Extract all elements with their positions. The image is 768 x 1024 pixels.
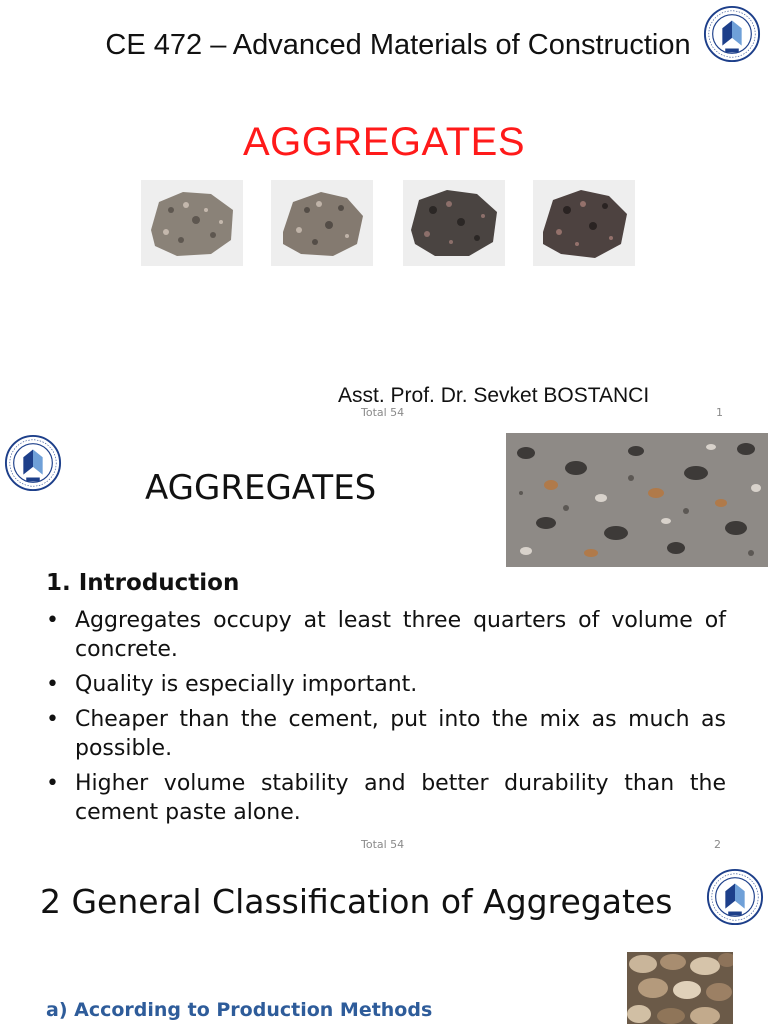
section-heading: 1. Introduction [46, 570, 240, 596]
university-seal-icon [706, 868, 764, 926]
bullet-item: • Aggregates occupy at least three quarters of volume of concrete. [46, 606, 726, 664]
rock-sample-image [403, 180, 505, 266]
rock-sample-image [271, 180, 373, 266]
bullet-item: • Higher volume stability and better durability than the cement paste alone. [46, 769, 726, 827]
rock-sample-image [533, 180, 635, 266]
slide-total-label: Total 54 [361, 406, 405, 419]
rock-sample-gallery [141, 180, 641, 266]
university-seal-icon [703, 5, 761, 63]
course-title: CE 472 – Advanced Materials of Construction [105, 29, 691, 61]
slide-title: AGGREGATES [145, 468, 377, 508]
bullet-item: • Cheaper than the cement, put into the mix as much as possible. [46, 705, 726, 763]
bullet-list [46, 606, 726, 833]
pebbles-image [627, 952, 733, 1024]
slide-total-label: Total 54 [361, 838, 405, 851]
slide-page-number: 1 [716, 406, 723, 419]
university-seal-icon [4, 434, 62, 492]
slide-3 [0, 860, 768, 1024]
rock-sample-image [141, 180, 243, 266]
slide-page-number: 2 [714, 838, 721, 851]
author-name: Asst. Prof. Dr. Sevket BOSTANCI [338, 384, 650, 407]
topic-title: AGGREGATES [242, 120, 526, 164]
slide-2 [0, 430, 768, 860]
bullet-item: • Quality is especially important. [46, 670, 726, 699]
slide-title: 2 General Classification of Aggregates [40, 882, 673, 921]
slide-1 [0, 0, 768, 430]
concrete-surface-image [506, 433, 768, 567]
sub-heading: a) According to Production Methods [46, 999, 433, 1021]
